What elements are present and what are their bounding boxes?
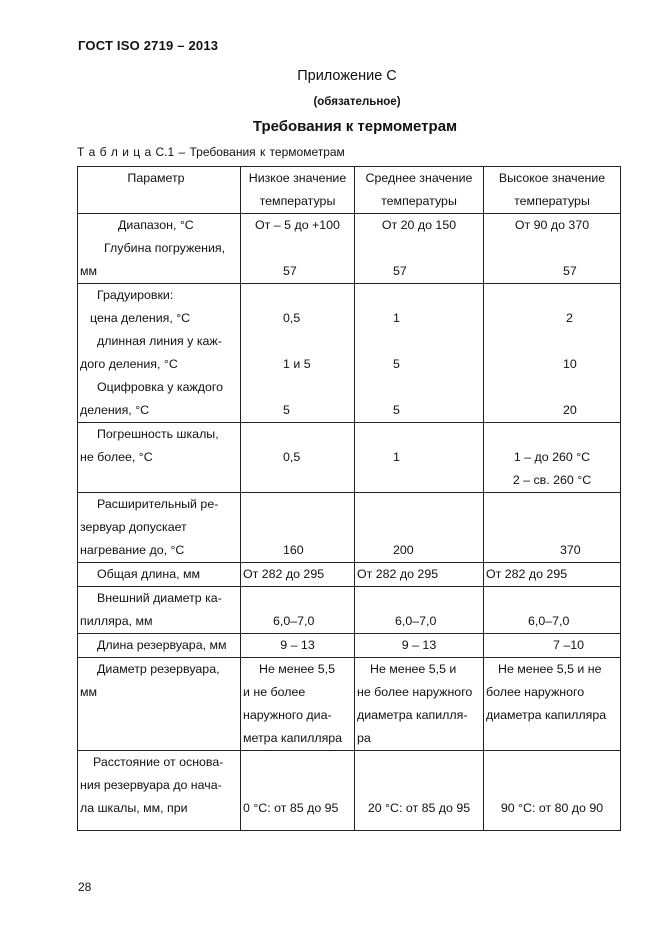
bulb-diameter-low-cell: Не менее 5,5 и не более наружного диа- метра капилляра [241, 658, 355, 751]
error-label-cell: Погрешность шкалы, не более, °С [78, 423, 241, 493]
length-mid-cell: От 282 до 295 [355, 563, 484, 587]
table-row-bulb-length [78, 634, 621, 658]
outer-label-cell: Внешний диаметр ка- пилляра, мм [78, 587, 241, 634]
bulb-length-low-cell: 9 – 13 [241, 634, 355, 658]
grad-high-cell: 2 10 20 [484, 284, 621, 423]
appendix-title: Приложение С [297, 68, 397, 84]
header-high: Высокое значение температуры [484, 167, 621, 214]
error-high-cell: 1 – до 260 °С 2 – св. 260 °С [484, 423, 621, 493]
grad-label-cell: Градуировки: цена деления, °С длинная линия у каж- дого деления, °С Оцифровка у каждого деления, °С [78, 284, 241, 423]
outer-high-cell: 6,0–7,0 [484, 587, 621, 634]
table-caption: Т а б л и ц а С.1 – Требования к термометрам [77, 145, 345, 159]
length-label-cell: Общая длина, мм [78, 563, 241, 587]
table-row-error [78, 423, 621, 493]
document-header: ГОСТ ISO 2719 – 2013 [78, 38, 219, 53]
bulb-diameter-high-cell: Не менее 5,5 и не более наружного диаметра капилляра [484, 658, 621, 751]
table-row-outer-diameter [78, 587, 621, 634]
table-row-range [78, 214, 621, 284]
header-param: Параметр [78, 167, 241, 214]
range-mid-cell: От 20 до 150 57 [355, 214, 484, 284]
length-low-cell: От 282 до 295 [241, 563, 355, 587]
range-high-cell: От 90 до 370 57 [484, 214, 621, 284]
distance-mid-cell: 20 °С: от 85 до 95 [355, 751, 484, 831]
expansion-mid-cell: 200 [355, 493, 484, 563]
range-label-cell: Диапазон, °С Глубина погружения, мм [78, 214, 241, 284]
distance-label-cell: Расстояние от основа- ния резервуара до нача- ла шкалы, мм, при [78, 751, 241, 831]
grad-mid-cell: 1 5 5 [355, 284, 484, 423]
bulb-length-high-cell: 7 –10 [484, 634, 621, 658]
outer-mid-cell: 6,0–7,0 [355, 587, 484, 634]
distance-high-cell: 90 °С: от 80 до 90 [484, 751, 621, 831]
section-title: Требования к термометрам [252, 118, 458, 135]
header-mid: Среднее значение температуры [355, 167, 484, 214]
outer-low-cell: 6,0–7,0 [241, 587, 355, 634]
expansion-label-cell: Расширительный ре- зервуар допускает нагревание до, °С [78, 493, 241, 563]
table-row-graduations [78, 284, 621, 423]
range-low-cell: От – 5 до +100 57 [241, 214, 355, 284]
bulb-length-label-cell: Длина резервуара, мм [78, 634, 241, 658]
error-mid-cell: 1 [355, 423, 484, 493]
table-row-distance [78, 751, 621, 831]
table-row-length [78, 563, 621, 587]
grad-low-cell: 0,5 1 и 5 5 [241, 284, 355, 423]
table-header-row [78, 167, 621, 214]
table-row-bulb-diameter [78, 658, 621, 751]
bulb-length-mid-cell: 9 – 13 [355, 634, 484, 658]
expansion-low-cell: 160 [241, 493, 355, 563]
length-high-cell: От 282 до 295 [484, 563, 621, 587]
appendix-status: (обязательное) [313, 96, 401, 108]
bulb-diameter-label-cell: Диаметр резервуара, мм [78, 658, 241, 751]
expansion-high-cell: 370 [484, 493, 621, 563]
error-low-cell: 0,5 [241, 423, 355, 493]
distance-low-cell: 0 °С: от 85 до 95 [241, 751, 355, 831]
header-low: Низкое значение температуры [241, 167, 355, 214]
bulb-diameter-mid-cell: Не менее 5,5 и не более наружного диаметра капилля- ра [355, 658, 484, 751]
requirements-table [77, 166, 621, 831]
table-row-expansion [78, 493, 621, 563]
page-number: 28 [78, 880, 92, 894]
